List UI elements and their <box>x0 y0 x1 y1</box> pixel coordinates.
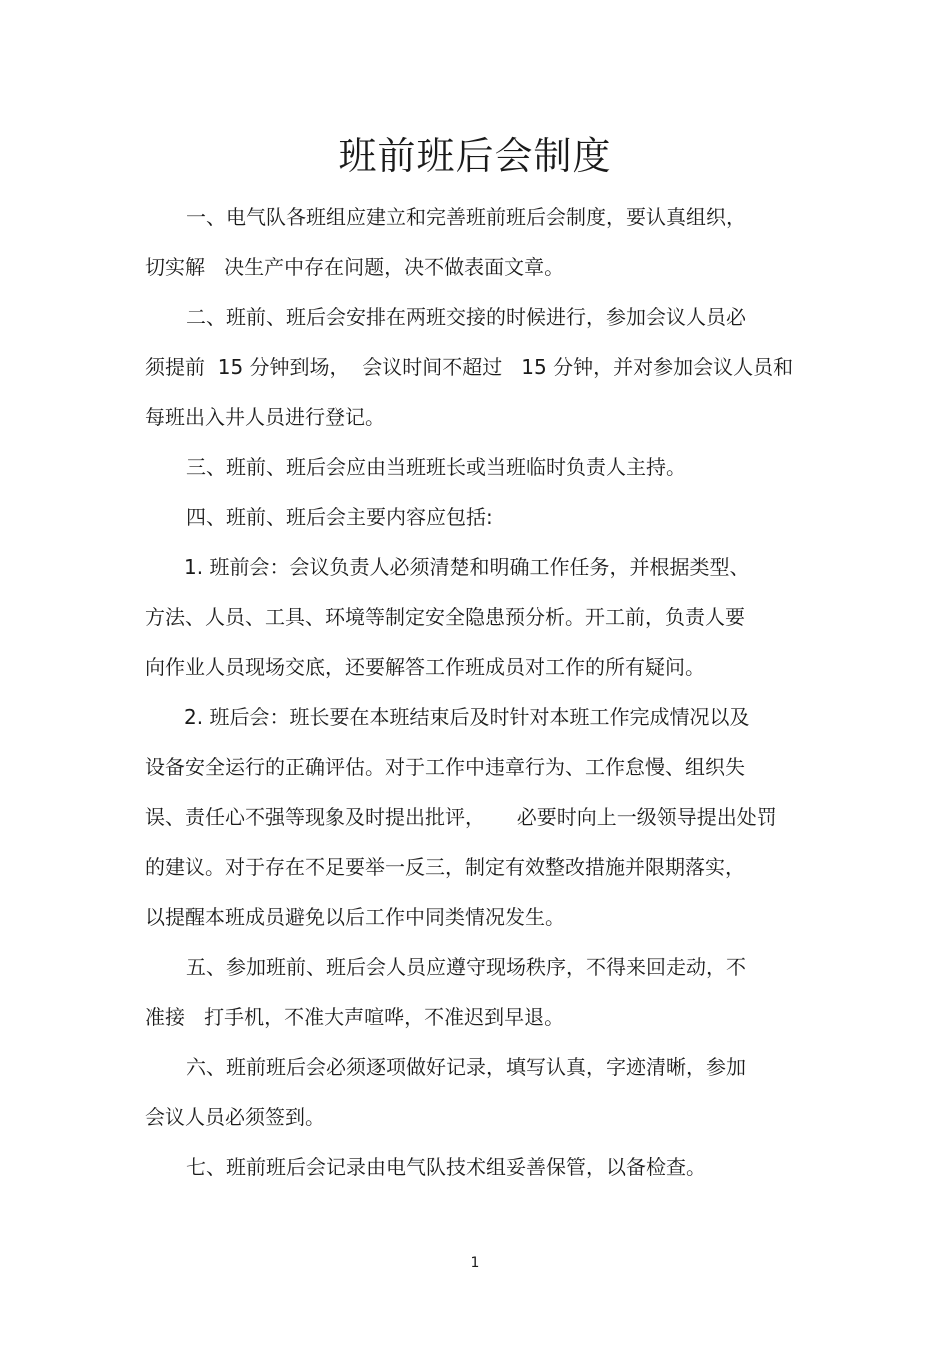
paragraph-5-line-1: 五、参加班前、班后会人员应遵守现场秩序，不得来回走动，不 <box>186 955 746 979</box>
item-1-line-1: 1. 班前会：会议负责人必须清楚和明确工作任务，并根据类型、 <box>184 555 750 579</box>
item-2-line-1: 2. 班后会：班长要在本班结束后及时针对本班工作完成情况以及 <box>184 705 750 729</box>
paragraph-2-line-1: 二、班前、班后会安排在两班交接的时候进行，参加会议人员必 <box>186 305 746 329</box>
paragraph-6-line-2: 会议人员必须签到。 <box>145 1105 325 1129</box>
document-title: 班前班后会制度 <box>338 134 612 178</box>
paragraph-1-line-2: 切实解 决生产中存在问题，决不做表面文章。 <box>145 255 565 279</box>
item-2-line-5: 以提醒本班成员避免以后工作中同类情况发生。 <box>145 905 565 929</box>
item-2-line-2: 设备安全运行的正确评估。对于工作中违章行为、工作怠慢、组织失 <box>145 755 745 779</box>
paragraph-6-line-1: 六、班前班后会必须逐项做好记录，填写认真，字迹清晰，参加 <box>186 1055 746 1079</box>
page-number: 1 <box>470 1255 480 1271</box>
paragraph-1-line-1: 一、电气队各班组应建立和完善班前班后会制度，要认真组织， <box>186 205 746 229</box>
paragraph-5-line-2: 准接 打手机，不准大声喧哗，不准迟到早退。 <box>145 1005 565 1029</box>
paragraph-3-line-1: 三、班前、班后会应由当班班长或当班临时负责人主持。 <box>186 455 686 479</box>
paragraph-2-line-2: 须提前 15 分钟到场， 会议时间不超过 15 分钟，并对参加会议人员和 <box>145 355 794 379</box>
paragraph-7-line-1: 七、班前班后会记录由电气队技术组妥善保管，以备检查。 <box>186 1155 706 1179</box>
item-2-line-3: 误、责任心不强等现象及时提出批评， 必要时向上一级领导提出处罚 <box>145 805 777 829</box>
paragraph-4-line-1: 四、班前、班后会主要内容应包括: <box>186 505 493 529</box>
item-1-line-2: 方法、人员、工具、环境等制定安全隐患预分析。开工前，负责人要 <box>145 605 745 629</box>
item-2-line-4: 的建议。对于存在不足要举一反三，制定有效整改措施并限期落实， <box>145 855 745 879</box>
paragraph-2-line-3: 每班出入井人员进行登记。 <box>145 405 385 429</box>
item-1-line-3: 向作业人员现场交底，还要解答工作班成员对工作的所有疑问。 <box>145 655 705 679</box>
